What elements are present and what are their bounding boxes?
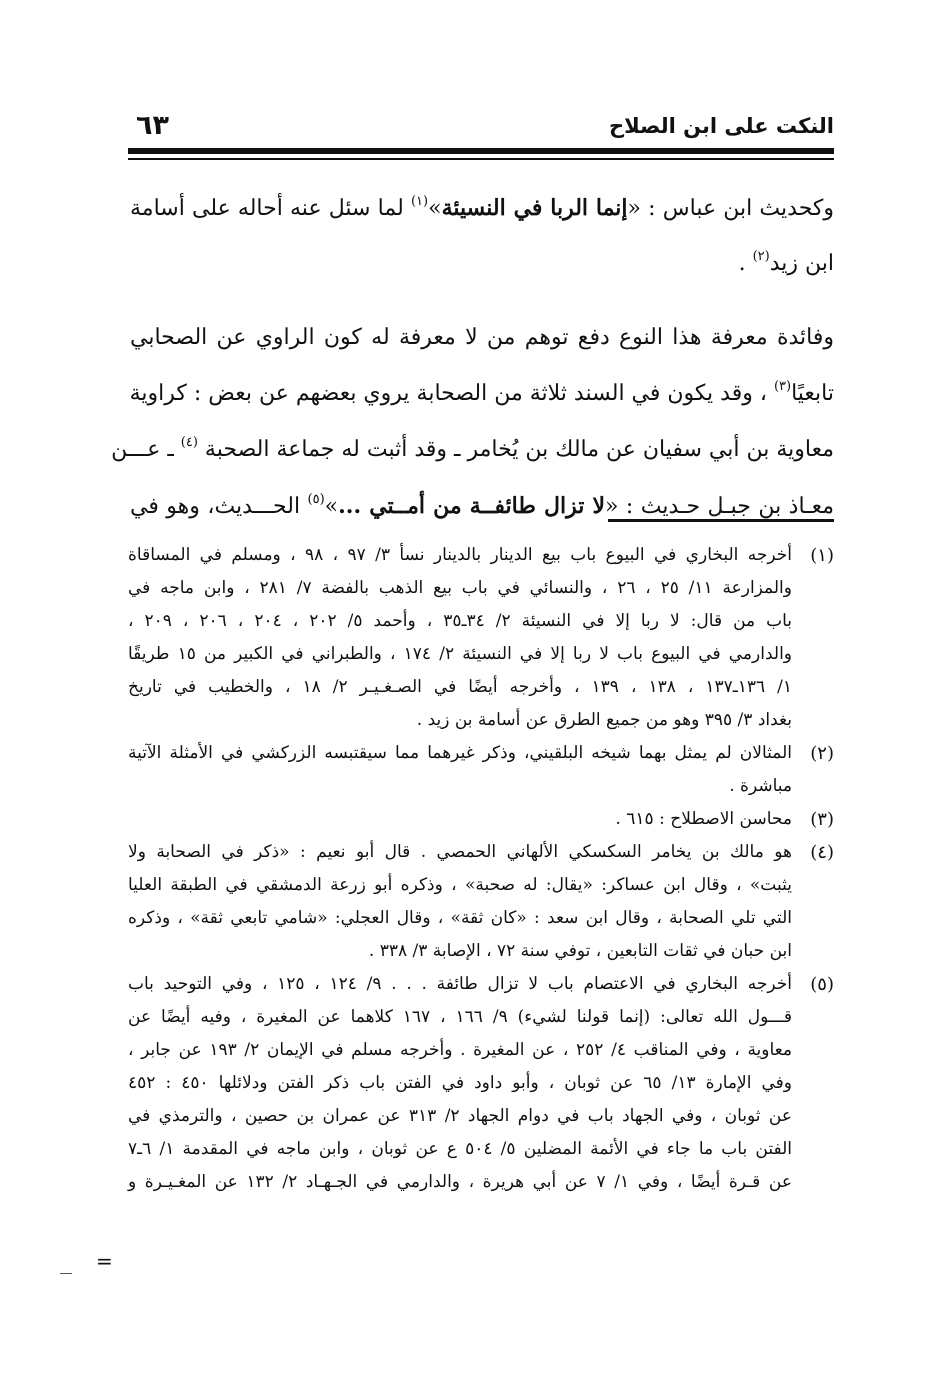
footnotes: [128, 539, 834, 1199]
footnote-separator: [608, 519, 834, 522]
footnote-number: (٤): [810, 842, 834, 863]
footnote-2: [128, 737, 834, 803]
footnote-line: الفتن باب ما جاء في الأئمة المضلين ٥/ ٥٠٤ ع عن ثوبان ، وابن ماجه في المقدمة ١/ ٦ـ٧: [128, 1139, 792, 1159]
header-title: النكت على ابن الصلاح: [608, 114, 834, 138]
footnote-line: التي تلي الصحابة ، وقال ابن سعد : «كان ثقة» ، وقال العجلي: «شامي تابعي ثقة» ، وذكره: [128, 908, 792, 928]
footnote-line: والدارمي في البيوع باب لا ربا إلا في النسيئة ٢/ ١٧٤ ، والطبراني في الكبير من ١٥ طريقًا: [128, 644, 793, 664]
footnote-ref[interactable]: (٤): [180, 435, 198, 450]
margin-mark: [60, 1273, 72, 1274]
footnote-line: يثبت» ، وقال ابن عساكر: «يقال: له صحبة» ، وذكره أبو زرعة الدمشقي في الطبقة العليا: [128, 875, 792, 895]
footnote-line: معاوية ، وفي المناقب ٤/ ٢٥٢ ، عن المغيرة . وأخرجه مسلم في الإيمان ٢/ ١٩٣ عن جابر ،: [128, 1040, 792, 1060]
body-line: تابعيًا$^{(٣)}$ ، وقد يكون في السند ثلاثة من الصحابة يروي بعضهم عن بعض : كراوية: [129, 379, 834, 406]
body-line: ابن زيد$^{(٢)}$ .: [738, 249, 834, 276]
footnote-ref[interactable]: (١): [410, 194, 429, 209]
footnote-number: (٥): [810, 974, 834, 995]
page-number: ٦٣: [136, 110, 169, 141]
footnote-5: [128, 968, 834, 1199]
footnote-line: المثالان لم يمثل بهما شيخه البلقيني، وذكر غيرهما مما سيقتبسه الزركشي في الأمثلة الآتية: [128, 743, 793, 763]
footnote-line: ابن حبان في ثقات التابعين ، توفي سنة ٧٢ ، الإصابة ٣/ ٣٣٨ .: [368, 941, 792, 961]
footnote-line: باب من قال: لا ربا إلا في النسيئة ٢/ ٣٤ـ٣٥ ، وأحمد ٥/ ٢٠٢ ، ٢٠٤ ، ٢٠٦ ، ٢٠٩ ،: [128, 611, 793, 631]
footnote-line: ١/ ١٣٦ـ١٣٧ ، ١٣٨ ، ١٣٩ ، وأخرجه أيضًا في الصـغـيـر ٢/ ١٨ ، والخطيب في تاريخ: [128, 677, 793, 697]
main-text: [111, 180, 834, 534]
footnote-line: والمزارعة ١١/ ٢٥ ، ٢٦ ، والنسائي في باب بيع الذهب بالفضة ٧/ ٢٨١ ، وابن ماجه في: [128, 578, 792, 598]
body-line: وفائدة معرفة هذا النوع دفع توهم من لا معرفة له كون الراوي عن الصحابي: [130, 325, 834, 350]
footnote-number: (٢): [810, 743, 834, 764]
footnote-line: مباشرة .: [729, 776, 792, 796]
footnote-1: [128, 539, 834, 737]
hadith-quote: إنما الربا في النسيئة: [441, 195, 628, 221]
header-rule-thick: [128, 148, 834, 154]
continuation-mark: =: [96, 1249, 113, 1273]
body-line: معـاذ بن جبـل حـديث : «لا تزال طائفــة من أمــتي ...»$^{(٥)}$ الحـــديث، وهو في: [130, 492, 834, 519]
footnote-ref[interactable]: (٣): [773, 379, 792, 394]
footnote-line: بغداد ٣/ ٣٩٥ وهو من جميع الطرق عن أسامة بن زيد .: [416, 710, 792, 730]
footnote-ref[interactable]: (٥): [307, 492, 325, 507]
body-line: وكحديث ابن عباس : «إنما الربا في النسيئة»$^{(١)}$ لما سئل عنه أحاله على أسامة: [130, 194, 834, 221]
footnote-3: [128, 803, 834, 836]
running-header: [128, 108, 834, 148]
body-line: معاوية بن أبي سفيان عن مالك بن يُخامر ـ وقد أثبت له جماعة الصحبة $^{(٤)}$ ـ عـــن: [111, 435, 834, 462]
footnote-line: قـــول الله تعالى: (إنما قولنا لشيء) ٩/ ١٦٦ ، ١٦٧ كلاهما عن المغيرة ، وفيه أيضًا عن: [128, 1007, 793, 1027]
footnote-line: عن ثوبان ، وفي الجهاد باب في دوام الجهاد ٢/ ٣١٣ عن عمران بن حصين ، والترمذي في: [128, 1106, 792, 1126]
footnote-number: (٣): [810, 809, 834, 830]
hadith-quote: لا تزال طائفــة من أمــتي ...: [338, 493, 606, 519]
footnote-4: [128, 836, 834, 968]
footnote-line: محاسن الاصطلاح : ٦١٥ .: [615, 809, 792, 829]
header-rule-thin: [128, 158, 834, 160]
footnote-line: أخرجه البخاري في الاعتصام باب لا تزال طائفة . . . ٩/ ١٢٤ ، ١٢٥ ، وفي التوحيد باب: [128, 974, 792, 994]
footnote-line: وفي الإمارة ١٣/ ٦٥ عن ثوبان ، وأبو داود في الفتن باب ذكر الفتن ودلائلها ٤٥٠ : ٤٥٢: [128, 1073, 792, 1093]
footnote-line: هو مالك بن يخامر السكسكي الألهاني الحمصي . قال أبو نعيم : «ذكر في الصحابة ولا: [128, 842, 792, 862]
footnote-number: (١): [810, 545, 834, 566]
footnote-line: أخرجه البخاري في البيوع باب بيع الدينار بالدينار نسأ ٣/ ٩٧ ، ٩٨ ، ومسلم في المساقاة: [128, 545, 792, 565]
footnote-line: عن قـرة أيضًا ، وفي ١/ ٧ عن أبي هريرة ، والدارمي في الجـهـاد ٢/ ١٣٢ عن المغـيـرة و: [128, 1172, 792, 1192]
footnote-ref[interactable]: (٢): [752, 249, 770, 264]
